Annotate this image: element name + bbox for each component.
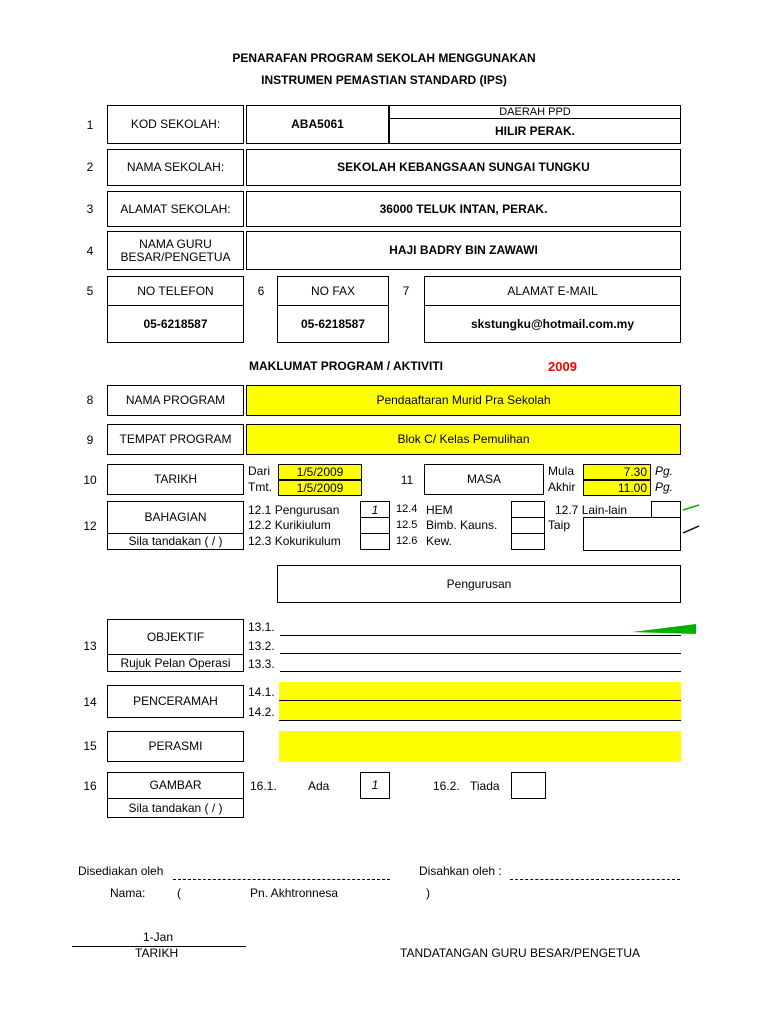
tmt-label: Tmt. <box>248 480 272 494</box>
akhir-value[interactable]: 11.00 <box>583 480 651 496</box>
checkbox-kurikulum[interactable] <box>360 517 390 534</box>
nama-guru-value[interactable]: HAJI BADRY BIN ZAWAWI <box>246 231 681 270</box>
row-number: 10 <box>83 473 97 487</box>
objektif-line3-label: 13.3. <box>248 657 275 671</box>
objektif-line2-label: 13.2. <box>248 639 275 653</box>
penceramah-line1[interactable] <box>279 682 681 701</box>
penceramah-line2-label: 14.2. <box>248 705 275 719</box>
perasmi-value[interactable] <box>279 731 681 762</box>
option-hem: HEM <box>426 503 453 517</box>
penceramah-line2[interactable] <box>279 701 681 721</box>
row-number: 15 <box>83 739 97 753</box>
daerah-label: DAERAH PPD <box>389 105 681 119</box>
arrow-marker-icon <box>681 500 701 540</box>
checkbox-pengurusan[interactable]: 1 <box>360 501 390 518</box>
row-number: 7 <box>402 284 410 298</box>
checkbox-ada[interactable]: 1 <box>360 772 390 799</box>
checkbox-lain-lain[interactable] <box>651 501 681 518</box>
tmt-value[interactable]: 1/5/2009 <box>278 480 362 496</box>
daerah-value[interactable]: HILIR PERAK. <box>389 118 681 144</box>
penceramah-line1-label: 14.1. <box>248 685 275 699</box>
checkbox-tiada[interactable] <box>511 772 546 799</box>
nama-guru-label-line2: BESAR/PENGETUA <box>120 249 231 264</box>
bahagian-label: BAHAGIAN <box>107 501 244 534</box>
form-title-line1: PENARAFAN PROGRAM SEKOLAH MENGGUNAKAN <box>232 51 536 65</box>
gambar-option-ada: Ada <box>308 779 330 793</box>
objektif-line2[interactable] <box>280 653 681 654</box>
disediakan-signature-line[interactable] <box>173 879 390 880</box>
row-number: 13 <box>83 639 97 653</box>
email-label: ALAMAT E-MAIL <box>424 276 681 306</box>
option-pengurusan: 12.1 Pengurusan <box>248 503 340 517</box>
perasmi-label: PERASMI <box>107 731 244 762</box>
dari-label: Dari <box>248 464 271 478</box>
program-section-title: MAKLUMAT PROGRAM / AKTIVITI <box>249 359 443 373</box>
nama-sekolah-value[interactable]: SEKOLAH KEBANGSAAN SUNGAI TUNGKU <box>246 149 681 186</box>
row-number: 5 <box>86 284 94 298</box>
paren-close: ) <box>426 886 430 900</box>
checkbox-kewangan[interactable] <box>511 533 545 550</box>
row-number: 2 <box>86 160 94 174</box>
row-number: 11 <box>400 473 414 487</box>
tarikh-label: TARIKH <box>107 464 244 495</box>
taip-label: Taip <box>548 518 571 532</box>
masa-label: MASA <box>424 464 544 495</box>
alamat-sekolah-label: ALAMAT SEKOLAH: <box>107 191 244 227</box>
form-title-line2: INSTRUMEN PEMASTIAN STANDARD (IPS) <box>261 73 507 87</box>
objektif-line3[interactable] <box>280 671 681 672</box>
penceramah-label: PENCERAMAH <box>107 685 244 718</box>
objektif-line1[interactable] <box>280 635 681 636</box>
date-value[interactable]: 1-Jan <box>143 930 174 944</box>
option-lain-lain: 12.7 Lain-lain <box>555 503 628 517</box>
row-number: 4 <box>86 244 94 258</box>
kod-sekolah-value[interactable]: ABA5061 <box>246 105 389 144</box>
nama-program-value[interactable]: Pendaaftaran Murid Pra Sekolah <box>246 385 681 416</box>
objektif-instruction: Rujuk Pelan Operasi <box>107 654 244 672</box>
checkbox-hem[interactable] <box>511 501 545 518</box>
objektif-label: OBJEKTIF <box>107 619 244 655</box>
tempat-program-value[interactable]: Blok C/ Kelas Pemulihan <box>246 424 681 455</box>
disahkan-label: Disahkan oleh : <box>419 864 502 878</box>
row-number: 12 <box>83 519 97 533</box>
gambar-option1-number: 16.1. <box>250 779 277 793</box>
disahkan-signature-line[interactable] <box>510 879 680 880</box>
alamat-sekolah-value[interactable]: 36000 TELUK INTAN, PERAK. <box>246 191 681 227</box>
nama-guru-label-line1: NAMA GURU <box>139 236 212 251</box>
mula-value[interactable]: 7.30 <box>583 464 651 480</box>
taip-input[interactable] <box>583 517 681 551</box>
row-number: 3 <box>86 202 94 216</box>
green-arrow-icon <box>630 622 700 636</box>
mula-unit: Pg. <box>655 464 674 478</box>
option-kurikulum: 12.2 Kurikiulum <box>248 518 331 532</box>
nama-guru-label <box>107 231 244 270</box>
objektif-line1-label: 13.1. <box>248 620 275 634</box>
gambar-label: GAMBAR <box>107 772 244 799</box>
tandatangan-caption: TANDATANGAN GURU BESAR/PENGETUA <box>400 946 641 960</box>
disediakan-label: Disediakan oleh <box>78 864 164 878</box>
no-telefon-value[interactable]: 05-6218587 <box>107 305 244 343</box>
row-number: 8 <box>86 393 94 407</box>
no-telefon-label: NO TELEFON <box>107 276 244 306</box>
option-kaunseling-number: 12.5 <box>396 519 418 531</box>
checkbox-kokurikulum[interactable] <box>360 533 390 550</box>
option-kaunseling: Bimb. Kauns. <box>426 518 498 532</box>
nama-sekolah-label: NAMA SEKOLAH: <box>107 149 244 186</box>
option-kokurikulum: 12.3 Kokurikulum <box>248 534 341 548</box>
kod-sekolah-label: KOD SEKOLAH: <box>107 105 244 144</box>
paren-open: ( <box>177 886 181 900</box>
row-number: 1 <box>86 118 94 132</box>
option-kewangan-number: 12.6 <box>396 535 418 547</box>
gambar-option-tiada: Tiada <box>470 779 500 793</box>
nama-program-label: NAMA PROGRAM <box>107 385 244 416</box>
bahagian-instruction: Sila tandakan ( / ) <box>107 533 244 550</box>
program-year: 2009 <box>548 359 577 374</box>
akhir-unit: Pg. <box>655 480 674 494</box>
mula-label: Mula <box>548 464 575 478</box>
no-fax-value[interactable]: 05-6218587 <box>277 305 389 343</box>
gambar-option2-number: 16.2. <box>433 779 460 793</box>
option-hem-number: 12.4 <box>396 503 418 515</box>
tarikh-caption: TARIKH <box>135 946 179 960</box>
row-number: 16 <box>83 779 97 793</box>
dari-value[interactable]: 1/5/2009 <box>278 464 362 480</box>
selected-bahagian[interactable]: Pengurusan <box>277 565 681 603</box>
row-number: 6 <box>257 284 265 298</box>
row-number: 9 <box>86 433 94 447</box>
gambar-instruction: Sila tandakan ( / ) <box>107 798 244 818</box>
checkbox-kaunseling[interactable] <box>511 517 545 534</box>
nama-value[interactable]: Pn. Akhtronnesa <box>250 886 339 900</box>
tempat-program-label: TEMPAT PROGRAM <box>107 424 244 455</box>
email-value[interactable]: skstungku@hotmail.com.my <box>424 305 681 343</box>
akhir-label: Akhir <box>548 480 576 494</box>
option-kewangan: Kew. <box>426 534 453 548</box>
row-number: 14 <box>83 695 97 709</box>
no-fax-label: NO FAX <box>277 276 389 306</box>
nama-label: Nama: <box>110 886 146 900</box>
